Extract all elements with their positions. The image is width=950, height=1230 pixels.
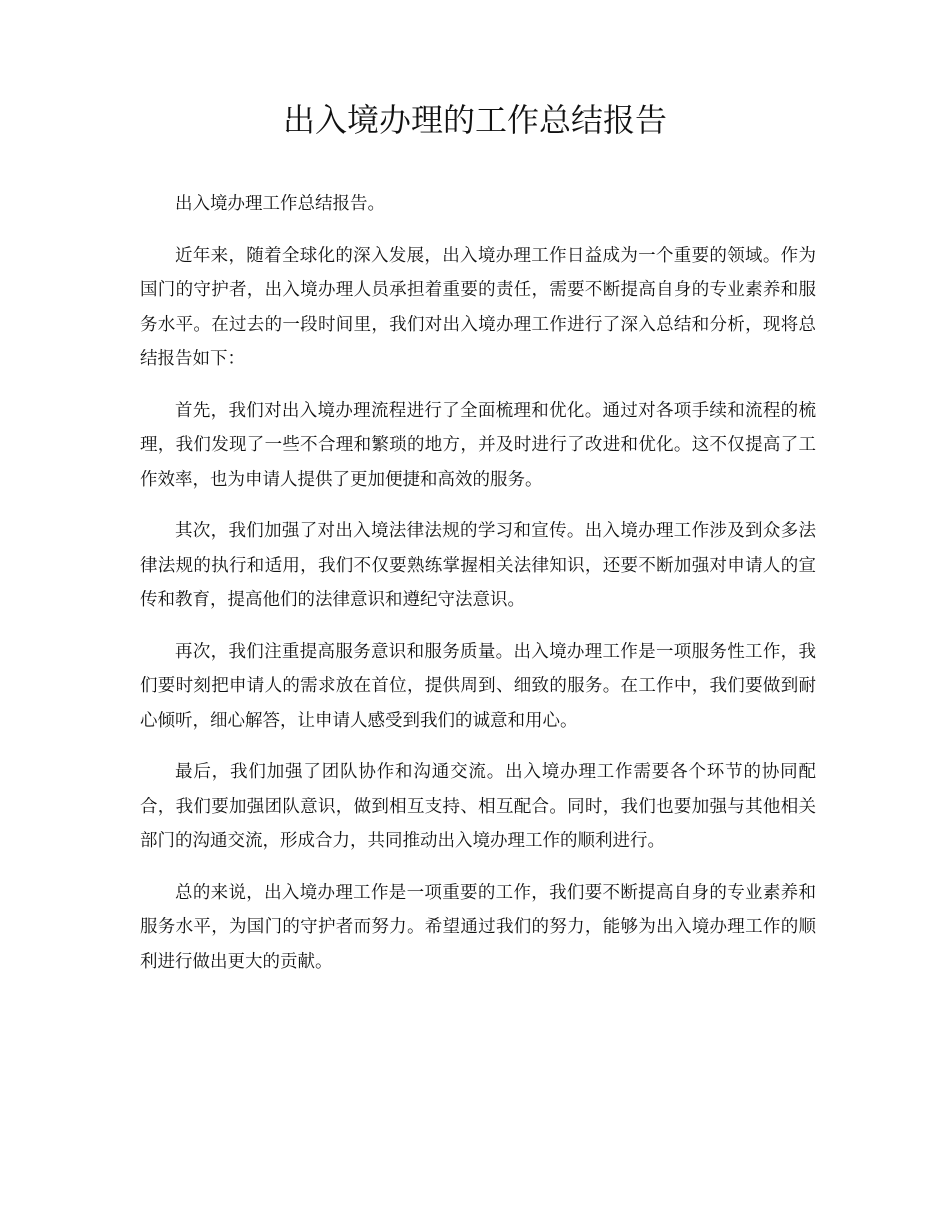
paragraph-background: 近年来，随着全球化的深入发展，出入境办理工作日益成为一个重要的领域。作为国门的守护者，出入境办理人员承担着重要的责任，需要不断提高自身的专业素养和服务水平。在过去的一段时间里，我们对出入境办理工作进行了深入总结和分析，现将总结报告如下：	[140, 245, 816, 369]
paragraph-legal-study: 其次，我们加强了对出入境法律法规的学习和宣传。出入境办理工作涉及到众多法律法规的执行和适用，我们不仅要熟练掌握相关法律知识，还要不断加强对申请人的宣传和教育，提高他们的法律意识和遵纪守法意识。	[140, 521, 816, 610]
document-body	[140, 187, 816, 996]
paragraph-teamwork: 最后，我们加强了团队协作和沟通交流。出入境办理工作需要各个环节的协同配合，我们要加强团队意识，做到相互支持、相互配合。同时，我们也要加强与其他相关部门的沟通交流，形成合力，共同推动出入境办理工作的顺利进行。	[140, 762, 816, 851]
paragraph-conclusion: 总的来说，出入境办理工作是一项重要的工作，我们要不断提高自身的专业素养和服务水平，为国门的守护者而努力。希望通过我们的努力，能够为出入境办理工作的顺利进行做出更大的贡献。	[140, 882, 816, 972]
paragraph-service-quality: 再次，我们注重提高服务意识和服务质量。出入境办理工作是一项服务性工作，我们要时刻把申请人的需求放在首位，提供周到、细致的服务。在工作中，我们要做到耐心倾听，细心解答，让申请人感受到我们的诚意和用心。	[140, 641, 816, 731]
document-title: 出入境办理的工作总结报告	[282, 101, 667, 139]
paragraph-process-optimization: 首先，我们对出入境办理流程进行了全面梳理和优化。通过对各项手续和流程的梳理，我们发现了一些不合理和繁琐的地方，并及时进行了改进和优化。这不仅提高了工作效率，也为申请人提供了更加便捷和高效的服务。	[140, 400, 816, 490]
paragraph-intro: 出入境办理工作总结报告。	[175, 194, 385, 214]
